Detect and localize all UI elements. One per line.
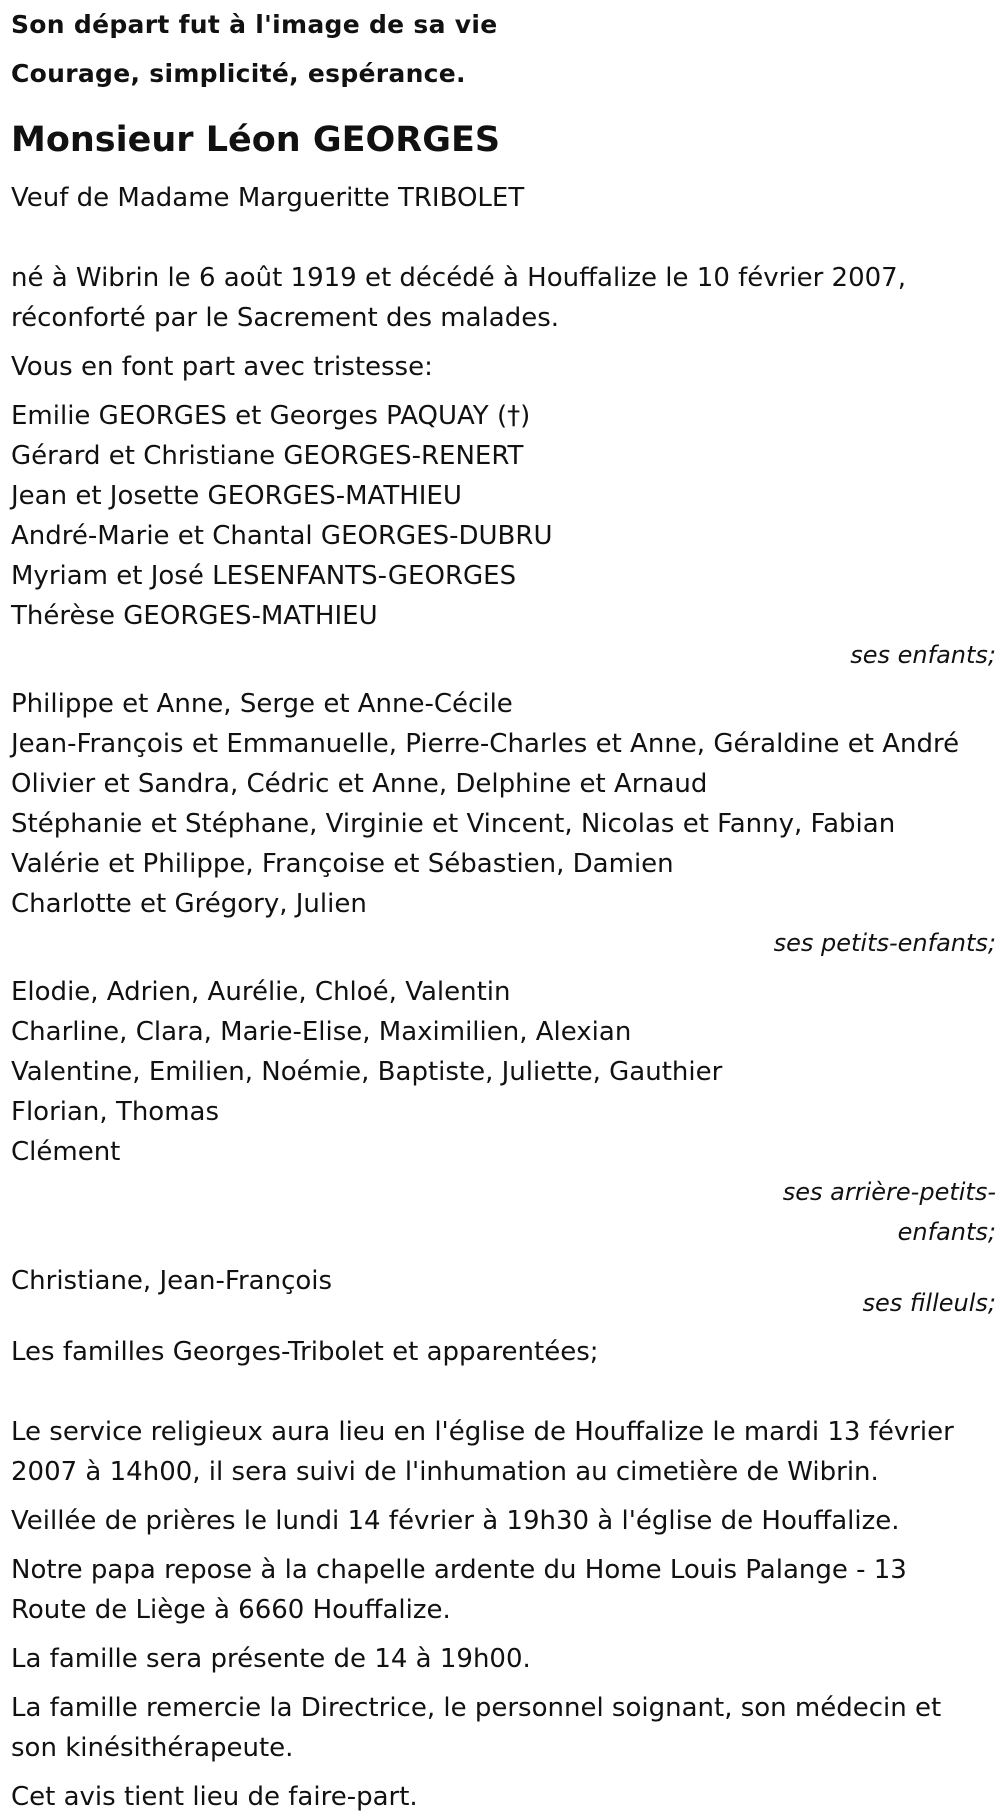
list-item: Philippe et Anne, Serge et Anne-Cécile: [11, 689, 513, 719]
obituary-notice: [11, 0, 996, 1817]
vigil-line: Veillée de prières le lundi 14 février à 19h30 à l'église de Houffalize.: [11, 1506, 900, 1536]
list-item: Thérèse GEORGES-MATHIEU: [11, 601, 378, 631]
list-item: Elodie, Adrien, Aurélie, Chloé, Valentin: [11, 977, 511, 1007]
great-grandchildren-role-line-2: enfants;: [897, 1218, 996, 1246]
great-grandchildren-list: [11, 972, 996, 1172]
list-item: Charline, Clara, Marie-Elise, Maximilien, Alexian: [11, 1017, 632, 1047]
closing-line: Cet avis tient lieu de faire-part.: [11, 1782, 418, 1812]
list-item: Emilie GEORGES et Georges PAQUAY (†): [11, 401, 531, 431]
grandchildren-role: ses petits-enfants;: [773, 929, 996, 957]
children-list: [11, 396, 996, 636]
list-item: Jean-François et Emmanuelle, Pierre-Charles et Anne, Géraldine et André: [11, 729, 960, 759]
motto: [11, 0, 996, 98]
families-line: Les familles Georges-Tribolet et apparentées;: [11, 1337, 599, 1367]
list-item: Olivier et Sandra, Cédric et Anne, Delphine et Arnaud: [11, 769, 708, 799]
announcement-intro: Vous en font part avec tristesse:: [11, 352, 433, 382]
list-item: André-Marie et Chantal GEORGES-DUBRU: [11, 521, 553, 551]
presence-line: La famille sera présente de 14 à 19h00.: [11, 1644, 531, 1674]
great-grandchildren-role-line-1: ses arrière-petits-: [782, 1178, 996, 1206]
motto-line-1: Son départ fut à l'image de sa vie: [11, 10, 498, 39]
birth-death-line-1: né à Wibrin le 6 août 1919 et décédé à Houffalize le 10 février 2007,: [11, 263, 906, 293]
list-item: Florian, Thomas: [11, 1097, 220, 1127]
children-role: ses enfants;: [850, 641, 996, 669]
list-item: Gérard et Christiane GEORGES-RENERT: [11, 441, 524, 471]
thanks-line-1: La famille remercie la Directrice, le personnel soignant, son médecin et: [11, 1693, 942, 1723]
list-item: Clément: [11, 1137, 121, 1167]
list-item: Jean et Josette GEORGES-MATHIEU: [11, 481, 462, 511]
list-item: Stéphanie et Stéphane, Virginie et Vincent, Nicolas et Fanny, Fabian: [11, 809, 896, 839]
thanks-line-2: son kinésithérapeute.: [11, 1733, 294, 1763]
service-line-2: 2007 à 14h00, il sera suivi de l'inhumation au cimetière de Wibrin.: [11, 1457, 879, 1487]
list-item: Charlotte et Grégory, Julien: [11, 889, 367, 919]
list-item: Valentine, Emilien, Noémie, Baptiste, Juliette, Gauthier: [11, 1057, 723, 1087]
birth-death-line-2: réconforté par le Sacrement des malades.: [11, 303, 560, 333]
list-item: Valérie et Philippe, Françoise et Sébastien, Damien: [11, 849, 674, 879]
chapel-line-1: Notre papa repose à la chapelle ardente du Home Louis Palange - 13: [11, 1555, 907, 1585]
chapel-line-2: Route de Liège à 6660 Houffalize.: [11, 1595, 451, 1625]
motto-line-2: Courage, simplicité, espérance.: [11, 59, 466, 88]
list-item: Myriam et José LESENFANTS-GEORGES: [11, 561, 517, 591]
godchildren-role: ses filleuls;: [862, 1289, 996, 1317]
grandchildren-list: [11, 684, 996, 924]
widower-of: Veuf de Madame Margueritte TRIBOLET: [11, 183, 525, 213]
deceased-name: Monsieur Léon GEORGES: [11, 120, 501, 160]
service-line-1: Le service religieux aura lieu en l'église de Houffalize le mardi 13 février: [11, 1417, 954, 1447]
godchildren-names: Christiane, Jean-François: [11, 1266, 333, 1296]
great-grandchildren-role: [11, 1172, 996, 1252]
